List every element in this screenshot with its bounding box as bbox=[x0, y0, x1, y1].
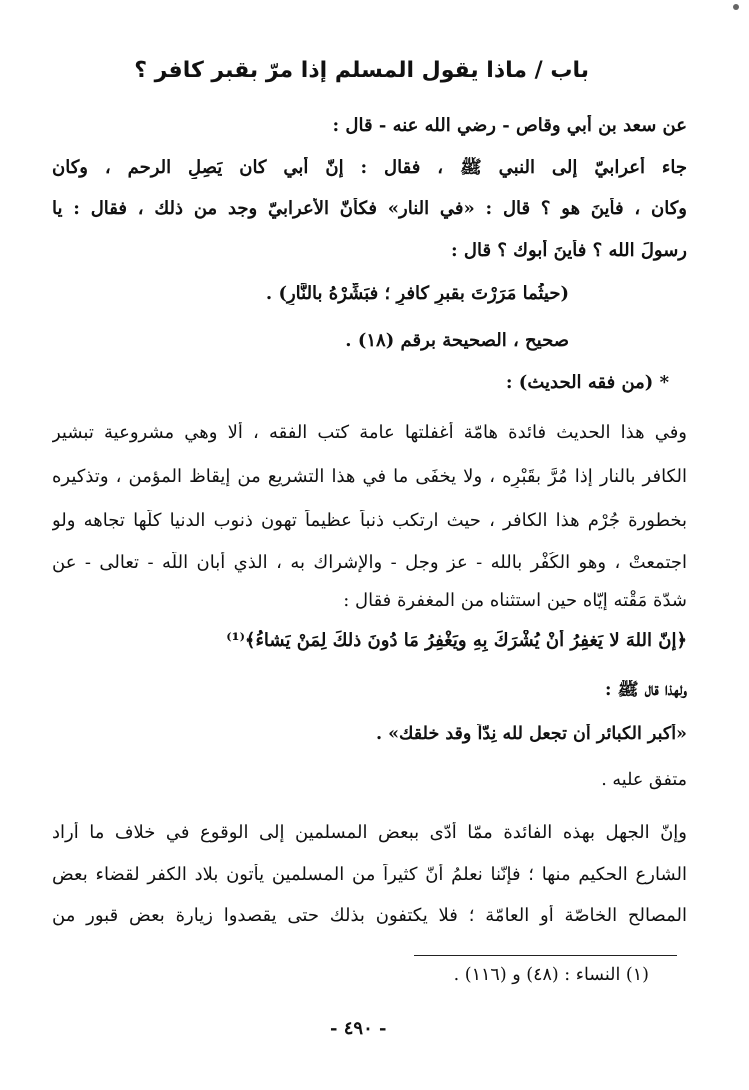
hadith-line-1: جاء أعرابيّ إلى النبي ﷺ ، فقال : إنّ أبي كان يَصِلِ الرحم ، وكان bbox=[52, 157, 687, 178]
page-number: - ٤٩٠ - bbox=[330, 1018, 387, 1039]
paragraph2-line-2: الشارع الحكيم منها ؛ فإنّنا نعلمُ أنّ كثيراً من المسلمين يأْتون بلاد الكفر لقضاء بعض bbox=[52, 864, 687, 885]
section-heading: * (من فقه الحديث) : bbox=[505, 372, 669, 393]
hadith-line-3: رسولَ الله ؟ فأينَ أبوك ؟ قال : bbox=[451, 240, 687, 261]
footnote-divider bbox=[414, 955, 677, 956]
paragraph1-line-2: الكافر بالنار إذا مُرَّ بقَبْرِه ، ولا يخفَى ما في هذا التشريع من إيقاظ المؤمن ، وتذكيره bbox=[52, 466, 687, 487]
paragraph1-line-3: بخطورة جُرْم هذا الكافر ، حيث ارتكب ذنباً عظيماً تهون ذنوب الدنيا كلّها تجاهه ولو bbox=[52, 510, 687, 531]
hadith-line-2: وكان ، فأينَ هو ؟ قال : «في النار» فكأنّ الأعرابيّ وجد من ذلك ، فقال : يا bbox=[52, 198, 687, 219]
narrator-line: عن سعد بن أبي وقاص - رضي الله عنه - قال : bbox=[332, 115, 687, 136]
paragraph1-line-1: وفي هذا الحديث فائدة هامّة أغفلتها عامة كتب الفقه ، ألا وهي مشروعية تبشير bbox=[52, 422, 687, 443]
paragraph1-line-5: شدّة مَقْته إيّاه حين استثناه من المغفرة فقال : bbox=[343, 590, 687, 611]
chapter-title: باب / ماذا يقول المسلم إذا مرّ بقبر كافر ؟ bbox=[134, 58, 589, 83]
paragraph1-line-4: اجتمعتْ ، وهو الكُفْر بالله - عز وجل - والإشراك به ، الذي أبان اللّه - تعالى - عن bbox=[52, 552, 687, 573]
lihadha-line: ولهذا قال ﷺ : bbox=[604, 680, 687, 700]
grading-line: صحيح ، الصحيحة برقم (١٨) . bbox=[345, 330, 569, 351]
paragraph2-line-1: وإنّ الجهل بهذه الفائدة ممّا أدّى ببعض المسلمين إلى الوقوع في خلاف ما أراد bbox=[52, 822, 687, 843]
footnote: (١) النساء : (٤٨) و (١١٦) . bbox=[453, 965, 649, 985]
quran-verse: ﴿إنّ اللهَ لا يَغفِرُ أنْ يُشْرَكَ بِهِ ويَغْفِرُ مَا دُونَ ذلكَ لِمَنْ يَشاءُ﴾⁽¹⁾ bbox=[226, 630, 687, 651]
scan-dot bbox=[733, 4, 739, 10]
agreed-line: متفق عليه . bbox=[601, 770, 687, 790]
paragraph2-line-3: المصالح الخاصّة أو العامّة ؛ فلا يكتفون بذلك حتى يقصدوا زيارة بعض قبور من bbox=[52, 905, 687, 926]
hadith2-line: «أكبر الكبائر أن تجعل لله نِدّاً وقد خلقك» . bbox=[375, 724, 687, 744]
prophet-quote: (حيثُما مَرَرْتَ بقبرِ كافرٍ ؛ فبَشِّرْهُ بالنَّارِ) . bbox=[265, 283, 569, 304]
